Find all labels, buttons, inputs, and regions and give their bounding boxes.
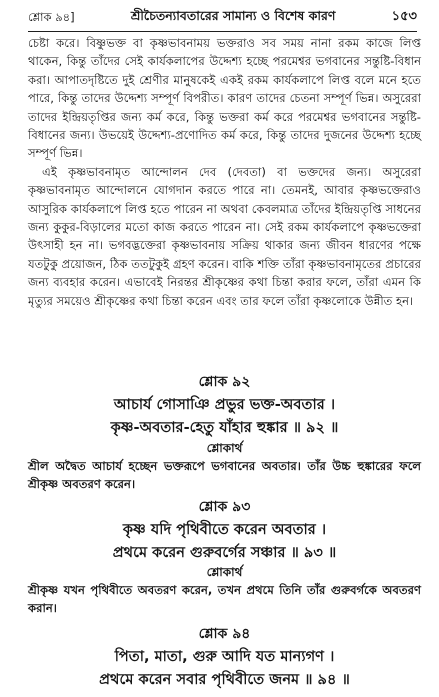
verse-line: কৃষ্ণ-অবতার-হেতু যাঁহার হুঙ্কার ॥ ৯২ ॥	[110, 419, 339, 436]
verse-92	[28, 372, 421, 439]
chapter-title: শ্রীচৈতন্যাবতারের সামান্য ও বিশেষ কারণ	[130, 8, 336, 23]
purport-paragraph-1: চেষ্টা করে। বিষ্ণুভক্ত বা কৃষ্ণভাবনাময় ভক্তরাও সব সময় নানা রকম কাজে লিপ্ত থাকেন, কিন্তু তাঁদের সেই কার্যকলাপের উদ্দেশ্য হচ্ছে পরমেশ্বর ভগবানের সন্তুষ্টি-বিধান করা। আপাতদৃষ্টিতে দুই শ্রেণীর মানুষকেই একই রকম কার্যকলাপে লিপ্ত বলে মনে হতে পারে, কিন্তু তাদের উদ্দেশ্য সম্পূর্ণ বিপরীত। কারণ তাদের চেতনা সম্পূর্ণ ভিন্ন। অসুরেরা তাদের ইন্দ্রিয়তৃপ্তির জন্য কর্ম করে, কিন্তু ভক্তরা কর্ম করে পরমেশ্বর ভগবানের সন্তুষ্টি-বিধানের জন্য। উভয়েই উদ্দেশ্য-প্রণোদিত কর্ম করে, কিন্তু তাদের দুজনের উদ্দেশ্য হচ্ছে সম্পূর্ণ ভিন্ন।	[28, 36, 421, 161]
translation-heading: শ্লোকার্থ	[206, 565, 243, 579]
verse-label: শ্লোক ৯৪	[198, 626, 251, 642]
page-number: ১৫৩	[391, 9, 417, 24]
verse-94	[28, 624, 421, 691]
purport-text	[28, 34, 421, 310]
verse-label: শ্লোক ৯২	[198, 374, 251, 390]
verse-line: কৃষ্ণ যদি পৃথিবীতে করেন অবতার ।	[122, 521, 327, 538]
translation-text: শ্রীকৃষ্ণ যখন পৃথিবীতে অবতরণ করেন, তখন প্রথমে তিনি তাঁর গুরুবর্গকে অবতরণ করান।	[28, 583, 421, 615]
purport-paragraph-2: এই কৃষ্ণভাবনামৃত আন্দোলন দেব (দেবতা) বা ভক্তদের জন্য। অসুরেরা কৃষ্ণভাবনামৃত আন্দোলনে যোগদান করতে পারে না। তেমনই, আবার কৃষ্ণভক্তেরাও আসুরিক কার্যকলাপে লিপ্ত হতে পারেন না অথবা কেবলমাত্র তাঁদের ইন্দ্রিয়তৃপ্তি সাধনের জন্য কুকুর-বিড়ালের মতো কাজ করতে পারেন না। সেই রকম কার্যকলাপে কৃষ্ণভক্তেরা উৎসাহী হন না। ভগবদ্ভক্তেরা কৃষ্ণভাবনায় সক্রিয় থাকার জন্য জীবন ধারণের পক্ষে যতটুকু প্রয়োজন, ঠিক ততটুকুই গ্রহণ করেন। বাকি শক্তি তাঁরা কৃষ্ণভাবনামৃতের প্রচারের জন্য ব্যবহার করেন। এভাবেই নিরন্তর শ্রীকৃষ্ণের কথা চিন্তা করার ফলে, তাঁরা এমন কি মৃত্যুর সময়েও শ্রীকৃষ্ণের কথা চিন্তা করেন এবং তার ফলে তাঁরা কৃষ্ণলোকে উন্নীত হন।	[28, 164, 421, 308]
verse-line: পিতা, মাতা, গুরু আদি যত মান্যগণ ।	[114, 648, 335, 665]
verse-reference: শ্লোক ৯৪]	[28, 10, 75, 24]
running-header	[28, 6, 417, 32]
verse-line: আচার্য গোসাঞি প্রভুর ভক্ত-অবতার ।	[113, 396, 336, 413]
verse-line: প্রথমে করেন সবার পৃথিবীতে জনম ॥ ৯৪ ॥	[99, 671, 350, 688]
verse-label: শ্লোক ৯৩	[198, 499, 251, 515]
verse-93	[28, 497, 421, 564]
translation-text: শ্রীল অদ্বৈত আচার্য হচ্ছেন ভক্তরূপে ভগবানের অবতার। তাঁর উচ্চ হুঙ্কারের ফলে শ্রীকৃষ্ণ অবতরণ করেন।	[28, 459, 421, 491]
verse-line: প্রথমে করেন গুরুবর্গের সঞ্চার ॥ ৯৩ ॥	[112, 544, 337, 561]
translation-heading: শ্লোকার্থ	[206, 441, 243, 455]
